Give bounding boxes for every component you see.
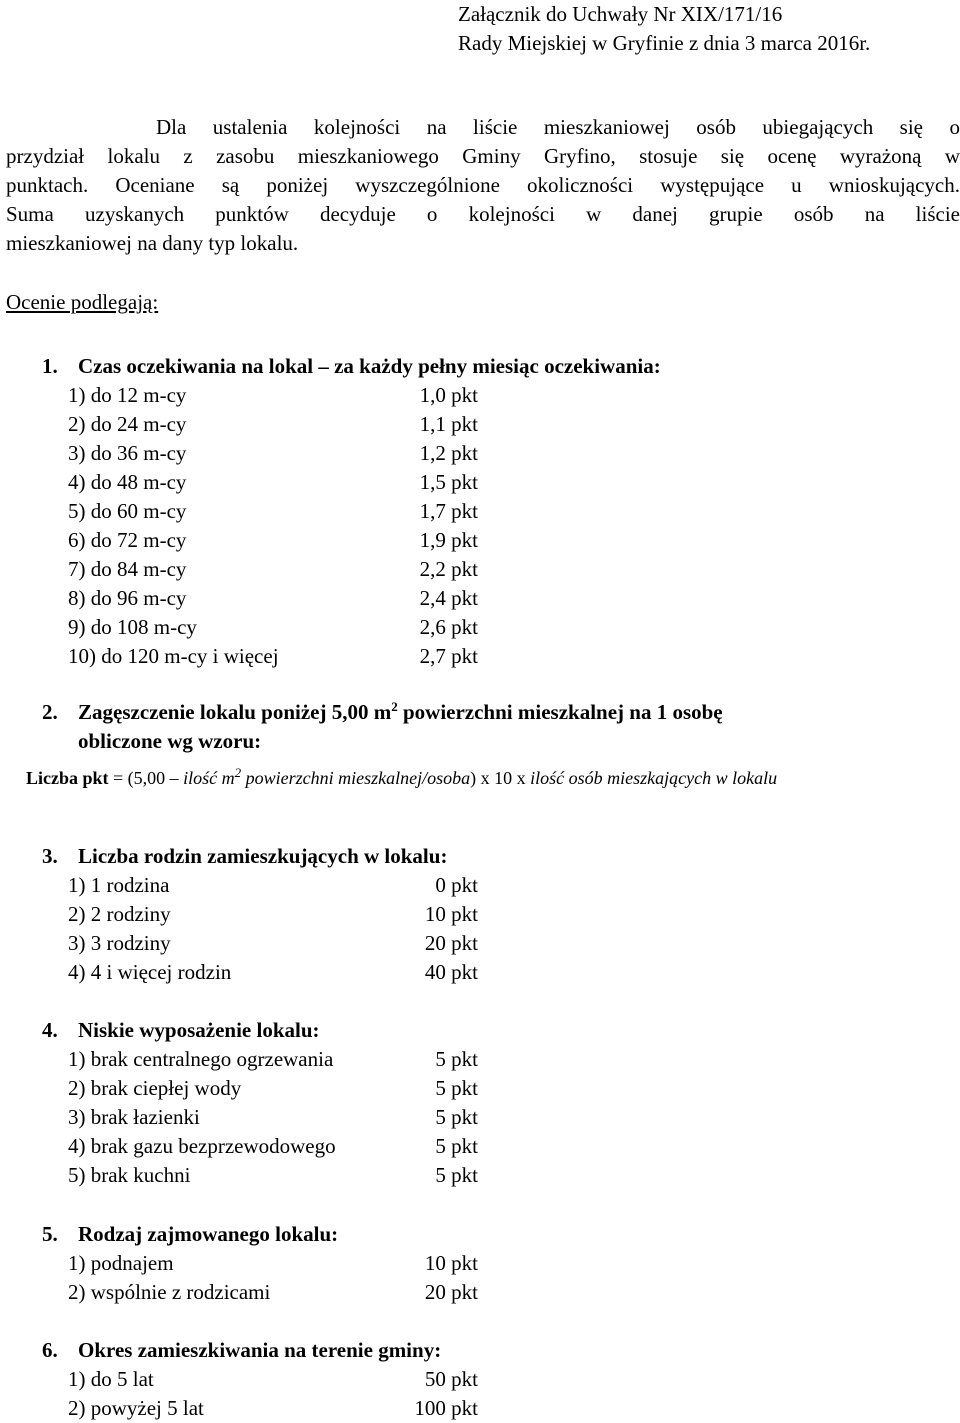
intro-line-4: Suma uzyskanych punktów decyduje o kolejności w danej grupie osób na liście <box>6 202 960 226</box>
list-item: 3) 3 rodziny 20 pkt <box>68 931 478 955</box>
section-title: 4. Niskie wyposażenie lokalu: <box>42 1018 320 1042</box>
section-residence-period <box>42 1336 478 1423</box>
list-item: 3) brak łazienki 5 pkt <box>68 1105 478 1129</box>
list-item: 1) do 5 lat 50 pkt <box>68 1367 478 1391</box>
list-item: 1) do 12 m-cy 1,0 pkt <box>68 383 478 407</box>
list-item: 10) do 120 m-cy i więcej 2,7 pkt <box>68 644 478 668</box>
section-title: 6. Okres zamieszkiwania na terenie gminy: <box>42 1338 442 1362</box>
list-item: 5) do 60 m-cy 1,7 pkt <box>68 499 478 523</box>
list-item: 2) wspólnie z rodzicami 20 pkt <box>68 1280 478 1304</box>
list-item: 8) do 96 m-cy 2,4 pkt <box>68 586 478 610</box>
list-item: 1) brak centralnego ogrzewania 5 pkt <box>68 1047 478 1071</box>
list-item: 4) brak gazu bezprzewodowego 5 pkt <box>68 1134 478 1158</box>
section-families <box>42 842 478 987</box>
intro-line-3: punktach. Oceniane są poniżej wyszczególnione okoliczności występujące u wnioskujących. <box>6 173 960 197</box>
list-item: 1) podnajem 10 pkt <box>68 1251 478 1275</box>
intro-line-1: Dla ustalenia kolejności na liście mieszkaniowej osób ubiegających się o <box>156 115 960 139</box>
intro-line-5: mieszkaniowej na dany typ lokalu. <box>6 231 299 255</box>
list-item: 6) do 72 m-cy 1,9 pkt <box>68 528 478 552</box>
list-item: 9) do 108 m-cy 2,6 pkt <box>68 615 478 639</box>
section-density <box>42 698 942 756</box>
header-line-1: Załącznik do Uchwały Nr XIX/171/16 <box>458 2 783 26</box>
section-title: 2. Zagęszczenie lokalu poniżej 5,00 $m^2$ powierzchni mieszkalnej na 1 osobę <box>42 699 723 724</box>
section-items <box>68 1365 478 1423</box>
section-waiting-time <box>42 352 661 671</box>
section-title: 1. Czas oczekiwania na lokal – za każdy pełny miesiąc oczekiwania: <box>42 354 661 378</box>
list-item: 3) do 36 m-cy 1,2 pkt <box>68 441 478 465</box>
section-items <box>68 871 478 987</box>
header-line-2: Rady Miejskiej w Gryfinie z dnia 3 marca 2016r. <box>458 31 871 55</box>
section-equipment <box>42 1016 478 1190</box>
list-item: 2) brak ciepłej wody 5 pkt <box>68 1076 478 1100</box>
formula: Liczba pkt = (5,00 – ilość $m^2$ powierzchni mieszkalnej/osoba) x 10 x ilość osób mieszkających w lokalu <box>26 765 778 788</box>
assessment-label: Ocenie podlegają: <box>6 290 159 314</box>
section-title: 3. Liczba rodzin zamieszkujących w lokalu: <box>42 844 448 868</box>
list-item: 4) 4 i więcej rodzin 40 pkt <box>68 960 478 984</box>
intro-paragraph <box>6 113 960 258</box>
section-title-line-2: obliczone wg wzoru: <box>78 729 262 753</box>
intro-line-2: przydział lokalu z zasobu mieszkaniowego Gminy Gryfino, stosuje się ocenę wyrażoną w <box>6 144 960 168</box>
list-item: 7) do 84 m-cy 2,2 pkt <box>68 557 478 581</box>
section-items <box>68 381 478 671</box>
list-item: 5) brak kuchni 5 pkt <box>68 1163 478 1187</box>
list-item: 1) 1 rodzina 0 pkt <box>68 873 478 897</box>
document-header <box>458 0 958 58</box>
section-title: 5. Rodzaj zajmowanego lokalu: <box>42 1222 339 1246</box>
section-items <box>68 1045 478 1190</box>
section-items <box>68 1249 478 1307</box>
list-item: 2) 2 rodziny 10 pkt <box>68 902 478 926</box>
list-item: 2) powyżej 5 lat 100 pkt <box>68 1396 478 1420</box>
list-item: 4) do 48 m-cy 1,5 pkt <box>68 470 478 494</box>
section-housing-type <box>42 1220 478 1307</box>
list-item: 2) do 24 m-cy 1,1 pkt <box>68 412 478 436</box>
